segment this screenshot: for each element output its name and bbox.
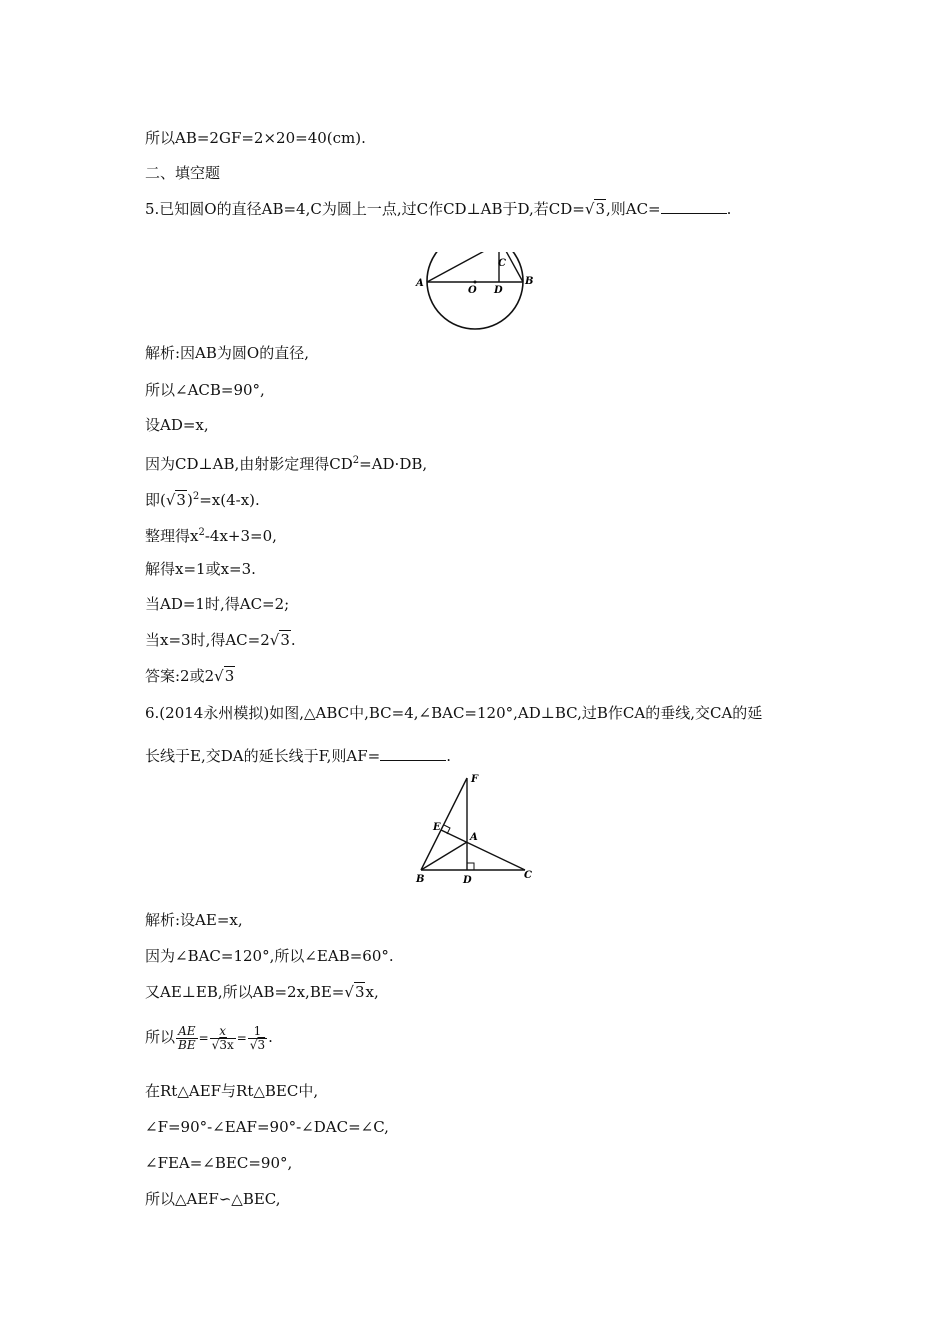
section-heading: 二、填空题 (145, 164, 221, 182)
text-line: 因为∠BAC=120°,所以∠EAB=60°. (145, 947, 394, 965)
label-c: C (498, 258, 506, 269)
figure-circle-labels (410, 250, 540, 335)
fraction-line: 所以 $\frac{AE}{BE}$ = $\frac{x}{√3x}$ = $\frac{1}{√3}$ . (145, 1023, 273, 1052)
text-line: 解析:设AE=x, (145, 911, 243, 929)
label-e: E (433, 822, 441, 833)
text-line: 所以△AEF∽△BEC, (145, 1190, 281, 1208)
label-a: A (470, 832, 478, 843)
question-5 (145, 199, 731, 219)
label-b: B (525, 276, 534, 287)
question-text: 5.已知圆O的直径AB=4,C为圆上一点,过C作CD⊥AB于D,若CD= (145, 200, 585, 218)
text-line: 因为CD⊥AB,由射影定理得$CD^2=AD\cdot DB$, (145, 455, 428, 473)
sqrt-3: √3 (584, 200, 605, 218)
label-d: D (463, 875, 472, 886)
answer-line: 答案:2或2√3 (145, 667, 235, 685)
sqrt-3: √3 (214, 667, 235, 685)
label-c: C (524, 870, 532, 881)
figure-triangle (410, 772, 540, 890)
answer-blank (380, 746, 446, 761)
question-text: . (726, 200, 732, 218)
question-6: 6.(2014永州模拟)如图,△ABC中,BC=4,∠BAC=120°,AD⊥BC,过B作CA的垂线,交CA的延 (145, 704, 763, 722)
label-d: D (494, 285, 503, 296)
label-a: A (416, 278, 424, 289)
sqrt-3: √3 (165, 491, 186, 509)
text-line: 解析:因AB为圆O的直径, (145, 344, 309, 362)
sqrt-3: √3 (344, 983, 365, 1001)
label-b: B (416, 874, 425, 885)
text-line: 在Rt△AEF与Rt△BEC中, (145, 1082, 319, 1100)
label-f: F (471, 774, 479, 785)
text-line: 解得x=1或x=3. (145, 560, 256, 578)
text-line: 又AE⊥EB,所以AB=2x,BE=√3x, (145, 983, 379, 1001)
text-line: 当x=3时,得AC=2√3. (145, 631, 296, 649)
text-line: ∠FEA=∠BEC=90°, (145, 1154, 293, 1172)
text-line: 整理得$x^2-4x+3=0$, (145, 527, 277, 545)
sqrt-3: √3 (269, 631, 290, 649)
text-line: 所以AB=2GF=2×20=40(cm). (145, 129, 366, 147)
fraction-ae-be: $\frac{AE}{BE}$ (178, 1023, 196, 1052)
label-o: O (468, 285, 477, 296)
fraction-1-sqrt3: $\frac{1}{√3}$ (249, 1023, 266, 1052)
answer-blank (661, 199, 727, 214)
question-text: ,则AC= (605, 200, 661, 218)
text-line: 所以∠ACB=90°, (145, 381, 265, 399)
question-6-cont: 长线于E,交DA的延长线于F,则AF= . (145, 747, 452, 765)
text-line: 当AD=1时,得AC=2; (145, 595, 290, 613)
fraction-x-sqrt3x: $\frac{x}{√3x}$ (211, 1023, 234, 1052)
text-line: 即$(√3)^2=x(4-x)$. (145, 491, 260, 509)
text-line: ∠F=90°-∠EAF=90°-∠DAC=∠C, (145, 1118, 389, 1136)
text-line: 设AD=x, (145, 416, 209, 434)
